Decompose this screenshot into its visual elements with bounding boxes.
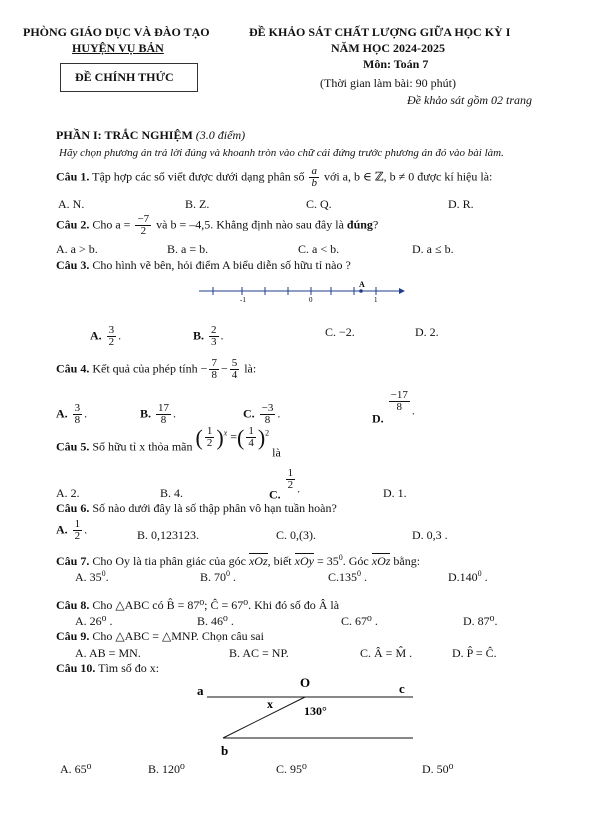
q7-angle-xoz-2: xOz: [371, 554, 391, 568]
q3-option-c[interactable]: C. −2.: [325, 325, 355, 339]
q9-option-b[interactable]: B. AC = NP.: [229, 646, 289, 660]
q4-stem: Câu 4. Kết quả của phép tính − $\frac{7}{8}$ − $\frac{5}{4}$ là:: [56, 357, 257, 381]
q10-option-b[interactable]: B. 120⁰: [148, 762, 185, 776]
q1-option-a[interactable]: A. N.: [58, 197, 85, 211]
q5-label: Câu 5.: [56, 439, 90, 454]
q7-angle-xoz: xOz: [248, 554, 268, 568]
q2-bold: đúng: [346, 217, 373, 232]
q1-fraction: [309, 166, 319, 189]
q8-option-a[interactable]: A. 26⁰ .: [75, 614, 113, 628]
q5-c-letter: C.: [269, 487, 281, 502]
q4-f1-den: 8: [211, 369, 217, 381]
q2-fraction: [135, 214, 151, 237]
q5-option-d[interactable]: D. 1.: [383, 486, 407, 500]
q4-f2-den: 4: [231, 369, 238, 381]
q6-option-a[interactable]: A. $\frac{1}{2}$ .: [56, 518, 88, 542]
q8-label: Câu 8.: [56, 598, 90, 612]
q4-f2-num: 5: [231, 357, 238, 369]
q7-option-d[interactable]: D.140$^0$ .: [448, 569, 488, 584]
q2-option-b[interactable]: B. a = b.: [167, 242, 209, 256]
q5-exp2: 2: [265, 428, 270, 438]
q4-a-letter: A.: [56, 406, 68, 421]
q2-text1: Cho a =: [92, 217, 131, 232]
q2-option-d[interactable]: D. a ≤ b.: [412, 242, 454, 256]
q9-option-d[interactable]: D. P̂ = Ĉ.: [452, 646, 497, 660]
q4-fraction2: [230, 358, 240, 381]
q5-text1: Số hữu tỉ x thỏa mãn: [92, 439, 193, 454]
q3-option-d[interactable]: D. 2.: [415, 325, 439, 339]
label-c: c: [399, 681, 405, 696]
q5-fraction1: [205, 426, 215, 449]
q8-option-d[interactable]: D. 87⁰.: [463, 614, 498, 628]
q1-text1: Tập hợp các số viết được dưới dạng phân số: [92, 169, 305, 184]
q7-text2: , biết: [267, 554, 292, 568]
q5-f1-num: 1: [206, 425, 213, 437]
q5-f1-den: 2: [206, 437, 213, 449]
q8-option-c[interactable]: C. 67⁰ .: [341, 614, 378, 628]
exam-pages: Đề khảo sát gồm 02 trang: [407, 93, 532, 107]
point-a-label: A: [359, 280, 365, 289]
part1-instruction: Hãy chọn phương án trả lời đúng và khoanh tròn vào chữ cái đứng trước phương án đó vào bài làm.: [59, 147, 504, 159]
part1-title: PHẦN I: TRẮC NGHIỆM: [56, 128, 193, 142]
q8-stem: [56, 598, 339, 613]
q1-frac-num: a: [311, 165, 317, 177]
q7-text4: . Góc: [342, 554, 369, 568]
label-a: a: [197, 683, 204, 698]
q4-option-a[interactable]: A. $\frac{3}{8}$ .: [56, 402, 88, 426]
q6-option-b[interactable]: B. 0,123123.: [137, 528, 200, 542]
q3-b-num: 2: [211, 324, 217, 336]
q9-option-c[interactable]: C. Â = M̂ .: [360, 646, 413, 660]
q5-f2-den: 4: [248, 437, 254, 449]
q1-option-d[interactable]: D. R.: [448, 197, 474, 211]
q3-label: Câu 3.: [56, 258, 90, 272]
q4-b-fraction: [156, 403, 171, 426]
angle-figure: [185, 670, 425, 765]
q3-b-letter: B.: [193, 328, 205, 343]
q5-option-a[interactable]: A. 2.: [56, 486, 80, 500]
label-o: O: [300, 675, 311, 690]
q1-option-b[interactable]: B. Z.: [185, 197, 210, 211]
q4-label: Câu 4.: [56, 361, 90, 376]
q2-option-a[interactable]: A. a > b.: [56, 242, 98, 256]
q5-c-num: 1: [287, 467, 294, 479]
q5-text2: là: [272, 445, 281, 460]
q3-stem: [56, 258, 351, 273]
q4-option-c[interactable]: C. $\frac{-3}{8}$ .: [243, 402, 281, 426]
q3-text: Cho hình vẽ bên, hỏi điểm A biểu diễn số hữu tỉ nào ?: [92, 258, 351, 272]
q8-text: Cho △ABC có B̂ = 87⁰; Ĉ = 67⁰. Khi đó số đo Â là: [92, 598, 340, 612]
q4-c-num: −3: [261, 402, 274, 414]
q7-b-text: B. 70: [200, 570, 227, 584]
q5-f2-num: 1: [248, 425, 254, 437]
q3-option-a[interactable]: A. $\frac{3}{2}$ .: [90, 324, 122, 348]
q4-c-letter: C.: [243, 406, 255, 421]
q10-stem: [56, 661, 159, 676]
header-dept: PHÒNG GIÁO DỤC VÀ ĐÀO TẠO: [23, 25, 210, 39]
q1-text2: với a, b ∈ ℤ, b ≠ 0 được kí hiệu là:: [323, 169, 493, 184]
q6-option-c[interactable]: C. 0,(3).: [276, 528, 316, 542]
q4-a-den: 8: [74, 414, 81, 426]
q2-frac-num: −7: [137, 213, 150, 225]
q7-option-a[interactable]: A. $35^0$.: [75, 569, 109, 584]
exam-title: ĐỀ KHẢO SÁT CHẤT LƯỢNG GIỮA HỌC KỲ I: [249, 25, 511, 39]
q10-option-d[interactable]: D. 50⁰: [422, 762, 454, 776]
q5-c-fraction: [286, 468, 296, 491]
q10-text: Tìm số đo x:: [98, 661, 160, 675]
q2-text2: và b = –4,5. Khẳng định nào sau đây là: [156, 217, 344, 232]
number-line-arrow: [399, 288, 405, 294]
q3-a-letter: A.: [90, 328, 102, 343]
q7-c-text: C.135: [328, 570, 358, 584]
q3-a-num: 3: [108, 324, 115, 336]
q10-label: Câu 10.: [56, 661, 96, 675]
q4-a-fraction: [73, 403, 83, 426]
q1-option-c[interactable]: C. Q.: [306, 197, 332, 211]
q4-text2: là:: [244, 361, 257, 376]
q10-option-a[interactable]: A. 65⁰: [60, 762, 92, 776]
q4-fraction1: [209, 358, 219, 381]
q5-stem: Câu 5. Số hữu tỉ x thỏa mãn ( $\frac{1}{2}$ )$^x$ =( $\frac{1}{4}$ )$^2$ là: [56, 424, 281, 460]
q3-option-b[interactable]: B. $\frac{2}{3}$ .: [193, 324, 224, 348]
q2-stem: [56, 214, 378, 237]
q5-right-paren: ): [216, 424, 224, 450]
q7-d-text: D.140: [448, 570, 478, 584]
q7-option-b[interactable]: B. $70^0$ .: [200, 569, 237, 584]
q4-c-fraction: [260, 403, 276, 426]
q3-b-den: 3: [211, 336, 217, 348]
q3-a-fraction: [107, 325, 117, 348]
q9-label: Câu 9.: [56, 629, 90, 643]
q4-d-letter: D.: [372, 411, 384, 426]
part1-score: (3.0 điểm): [195, 128, 246, 142]
q3-a-den: 2: [108, 336, 115, 348]
q5-option-c[interactable]: C. $\frac{1}{2}$ .: [269, 467, 301, 502]
q7-text5: bằng:: [393, 554, 421, 568]
q4-d-den: 8: [396, 401, 403, 413]
q7-text3: = 35: [316, 554, 339, 568]
q10-option-c[interactable]: C. 95⁰: [276, 762, 307, 776]
q6-text: Số nào dưới đây là số thập phân vô hạn tuần hoàn?: [92, 501, 337, 515]
label-x: x: [267, 697, 273, 711]
exam-time: (Thời gian làm bài: 90 phút): [320, 76, 456, 90]
q7-option-c[interactable]: C.135$^0$ .: [328, 569, 368, 584]
ray-from-o: [223, 697, 305, 738]
tick-label-1: 1: [374, 296, 378, 304]
q2-frac-den: 2: [140, 225, 147, 237]
q1-label: Câu 1.: [56, 169, 90, 184]
q4-d-fraction: [389, 390, 410, 413]
exam-subject: Môn: Toán 7: [363, 57, 429, 71]
q4-option-b[interactable]: B. $\frac{17}{8}$ .: [140, 402, 177, 426]
point-a-marker: [359, 289, 363, 293]
q2-option-c[interactable]: C. a < b.: [298, 242, 340, 256]
q4-b-letter: B.: [140, 406, 152, 421]
q4-text1: Kết quả của phép tính: [92, 361, 198, 376]
q1-stem: [56, 166, 492, 189]
q4-c-den: 8: [264, 414, 271, 426]
q5-right-paren2: ): [257, 424, 266, 450]
label-b: b: [221, 743, 229, 758]
q4-f1-num: 7: [211, 357, 217, 369]
q7-a-text: A. 35: [75, 570, 102, 584]
q6-a-den: 2: [74, 530, 81, 542]
q5-left-paren: (: [195, 424, 203, 450]
q7-stem: Câu 7. Cho Oy là tia phân giác của góc xOz, biết xOy = $35^0$. Góc xOz bằng:: [56, 553, 421, 568]
q6-option-d[interactable]: D. 0,3 .: [412, 528, 448, 542]
label-angle-130: 130°: [304, 704, 327, 718]
q4-option-d[interactable]: D. $\frac{-17}{8}$ .: [372, 389, 415, 426]
q4-a-num: 3: [74, 402, 81, 414]
q2-qmark: ?: [372, 217, 379, 232]
q9-option-a[interactable]: A. AB = MN.: [75, 646, 141, 660]
q5-exp1: x: [223, 428, 228, 438]
q1-frac-den: b: [311, 177, 317, 189]
q5-option-b[interactable]: B. 4.: [160, 486, 184, 500]
q6-label: Câu 6.: [56, 501, 90, 515]
tick-label-minus1: -1: [240, 296, 246, 304]
q8-option-b[interactable]: B. 46⁰ .: [197, 614, 234, 628]
q3-b-fraction: [209, 325, 219, 348]
q5-c-den: 2: [287, 479, 294, 491]
q9-text: Cho △ABC = △MNP. Chọn câu sai: [92, 629, 264, 643]
q7-label: Câu 7.: [56, 554, 90, 568]
number-line-figure: [195, 280, 410, 306]
q4-d-num: −17: [390, 389, 408, 401]
q6-a-num: 1: [74, 518, 81, 530]
q7-text1: Cho Oy là tia phân giác của góc: [92, 554, 246, 568]
q5-left-paren2: (: [237, 424, 245, 450]
header-district: HUYỆN VỤ BẢN: [72, 41, 164, 55]
tick-label-0: 0: [309, 296, 313, 304]
q2-label: Câu 2.: [56, 217, 90, 232]
q7-angle-xoy: xOy: [294, 554, 314, 568]
header-official: ĐỀ CHÍNH THỨC: [75, 70, 174, 84]
q4-b-num: 17: [158, 402, 170, 414]
q5-fraction2: [246, 426, 256, 449]
q9-stem: [56, 629, 264, 644]
q6-a-letter: A.: [56, 522, 68, 537]
q4-b-den: 8: [160, 414, 167, 426]
exam-year: NĂM HỌC 2024-2025: [331, 41, 445, 55]
q6-a-fraction: [73, 519, 83, 542]
q6-stem: [56, 501, 337, 516]
part1-heading: [56, 128, 245, 143]
